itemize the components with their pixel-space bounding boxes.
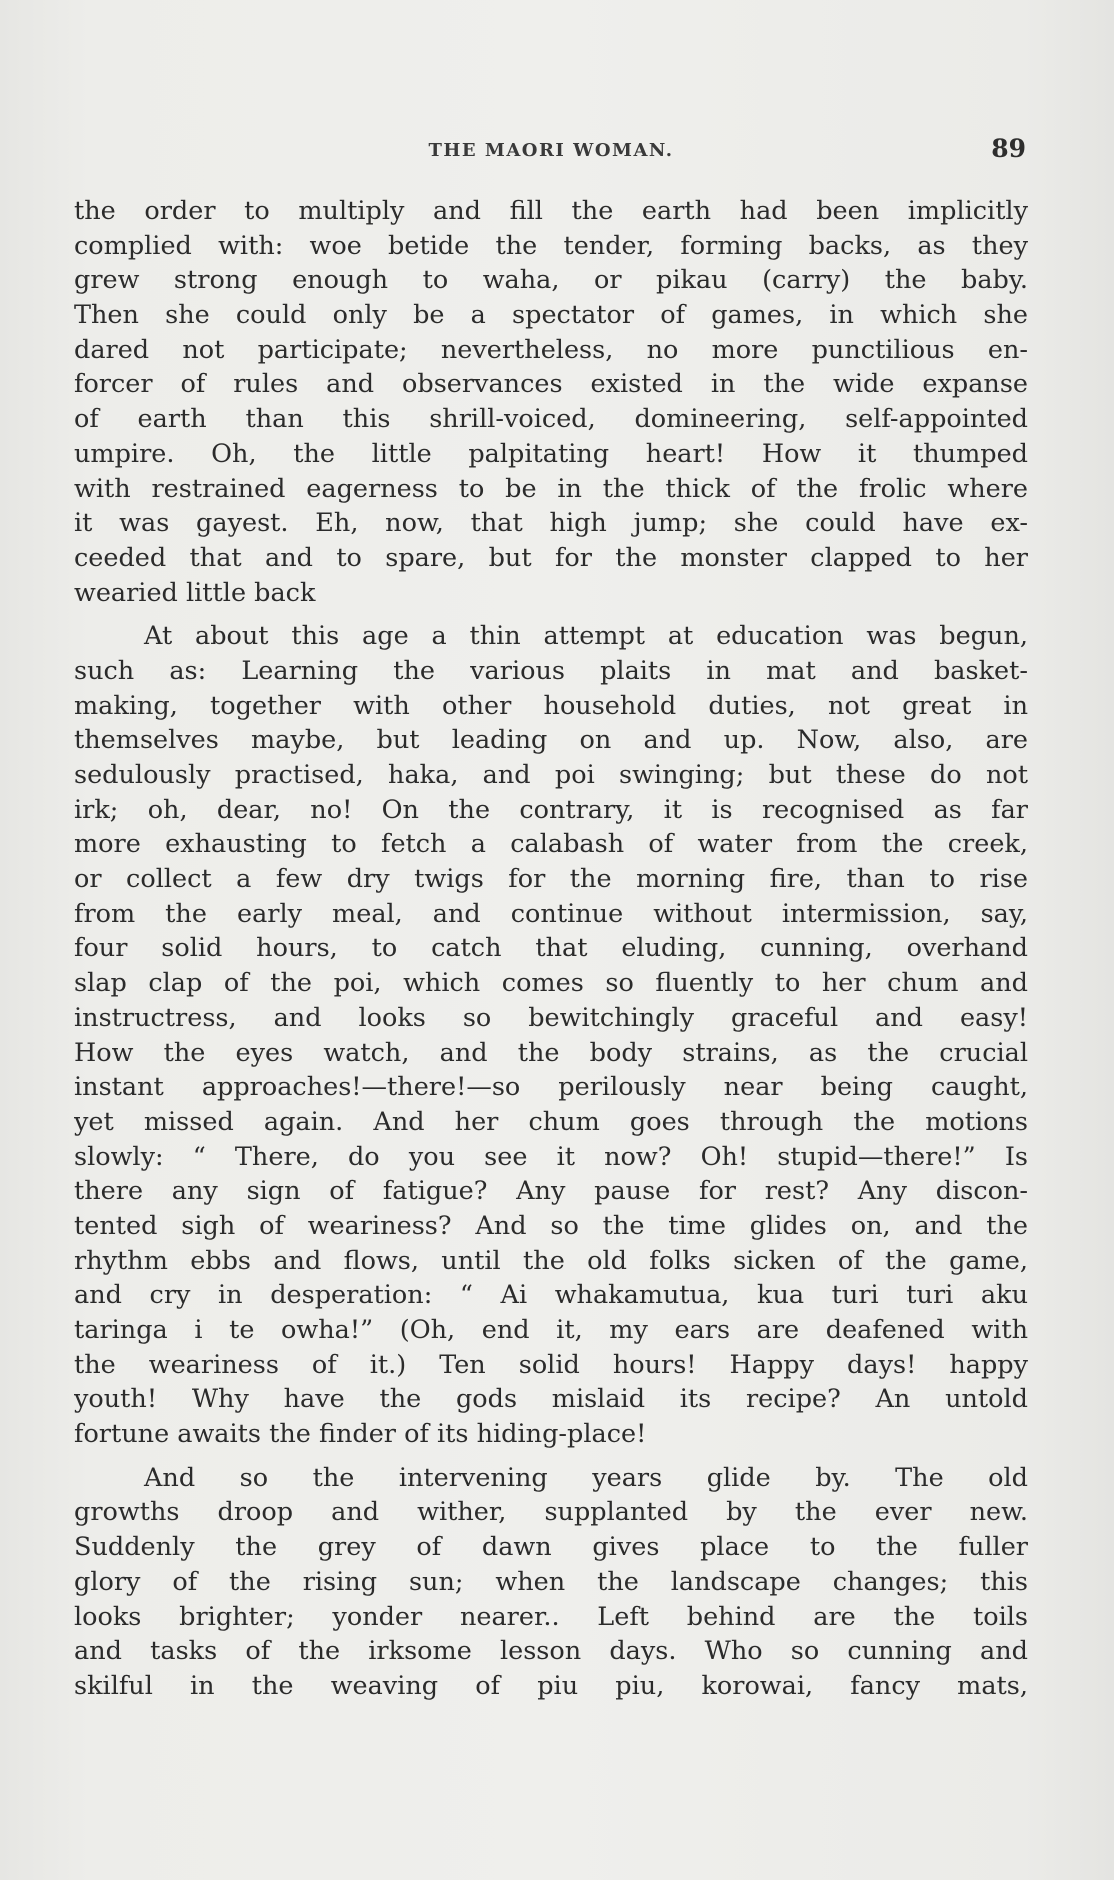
text-line: rhythm ebbs and flows, until the old folks sicken of the game, (74, 1245, 1028, 1276)
text-line: Then she could only be a spectator of games, in which she (74, 300, 1028, 331)
text-line: forcer of rules and observances existed in the wide expanse (74, 369, 1028, 400)
text-line: slap clap of the poi, which comes so fluently to her chum and (74, 968, 1028, 999)
page-number: 89 (991, 134, 1026, 163)
text-line: slowly: “ There, do you see it now? Oh! stupid—there!” Is (74, 1141, 1028, 1172)
text-line: sedulously practised, haka, and poi swinging; but these do not (74, 760, 1028, 790)
text-line: skilful in the weaving of piu piu, korowai, fancy mats, (74, 1670, 1028, 1701)
text-line: there any sign of fatigue? Any pause for rest? Any discon- (74, 1176, 1028, 1207)
text-line: themselves maybe, but leading on and up. Now, also, are (74, 725, 1028, 756)
text-line: yet missed again. And her chum goes through the motions (74, 1106, 1028, 1137)
text-line: more exhausting to fetch a calabash of water from the creek, (74, 829, 1028, 860)
body-text (74, 194, 1028, 1704)
text-line: glory of the rising sun; when the landscape changes; this (74, 1566, 1028, 1597)
text-line: ceeded that and to spare, but for the monster clapped to her (74, 542, 1028, 573)
text-line: irk; oh, dear, no! On the contrary, it is recognised as far (74, 794, 1028, 825)
text-line: instructress, and looks so bewitchingly graceful and easy! (74, 1002, 1028, 1033)
paragraph-intervening-years (74, 1461, 1028, 1704)
text-line: wearied little back (74, 577, 316, 608)
text-line: or collect a few dry twigs for the morning fire, than to rise (74, 864, 1028, 895)
paragraph-education (74, 619, 1028, 1452)
text-line: making, together with other household duties, not great in (74, 690, 1028, 721)
text-line: with restrained eagerness to be in the thick of the frolic where (74, 473, 1028, 504)
text-line: youth! Why have the gods mislaid its recipe? An untold (74, 1384, 1028, 1415)
running-title: THE MAORI WOMAN. (428, 140, 674, 161)
text-line: such as: Learning the various plaits in mat and basket- (74, 655, 1028, 686)
text-line: of earth than this shrill-voiced, domineering, self-appointed (74, 404, 1028, 435)
text-line: dared not participate; nevertheless, no more punctilious en- (74, 334, 1028, 365)
text-line: At about this age a thin attempt at education was begun, (144, 621, 1028, 652)
text-line: looks brighter; yonder nearer.. Left behind are the toils (74, 1601, 1028, 1632)
text-line: and cry in desperation: “ Ai whakamutua, kua turi turi aku (74, 1280, 1028, 1311)
text-line: And so the intervening years glide by. The old (144, 1462, 1028, 1493)
text-line: tented sigh of weariness? And so the time glides on, and the (74, 1210, 1028, 1241)
text-line: growths droop and wither, supplanted by the ever new. (74, 1497, 1028, 1528)
running-head (76, 134, 1026, 168)
text-line: taringa i te owha!” (Oh, end it, my ears are deafened with (74, 1315, 1028, 1345)
text-line: the weariness of it.) Ten solid hours! Happy days! happy (74, 1349, 1028, 1380)
text-line: Suddenly the grey of dawn gives place to the fuller (74, 1532, 1028, 1563)
text-line: fortune awaits the finder of its hiding-place! (74, 1419, 647, 1450)
text-line: complied with: woe betide the tender, forming backs, as they (74, 230, 1028, 261)
text-line: umpire. Oh, the little palpitating heart! How it thumped (74, 438, 1028, 469)
text-line: the order to multiply and fill the earth had been implicitly (74, 196, 1028, 226)
text-line: and tasks of the irksome lesson days. Who so cunning and (74, 1636, 1028, 1667)
text-line: How the eyes watch, and the body strains, as the crucial (74, 1037, 1028, 1068)
text-line: it was gayest. Eh, now, that high jump; she could have ex- (74, 508, 1028, 539)
text-line: four solid hours, to catch that eluding, cunning, overhand (74, 933, 1028, 964)
text-line: from the early meal, and continue without intermission, say, (74, 898, 1028, 929)
text-line: instant approaches!—there!—so perilously near being caught, (74, 1072, 1028, 1103)
paragraph-continuation (74, 194, 1028, 610)
text-line: grew strong enough to waha, or pikau (carry) the baby. (74, 265, 1028, 296)
